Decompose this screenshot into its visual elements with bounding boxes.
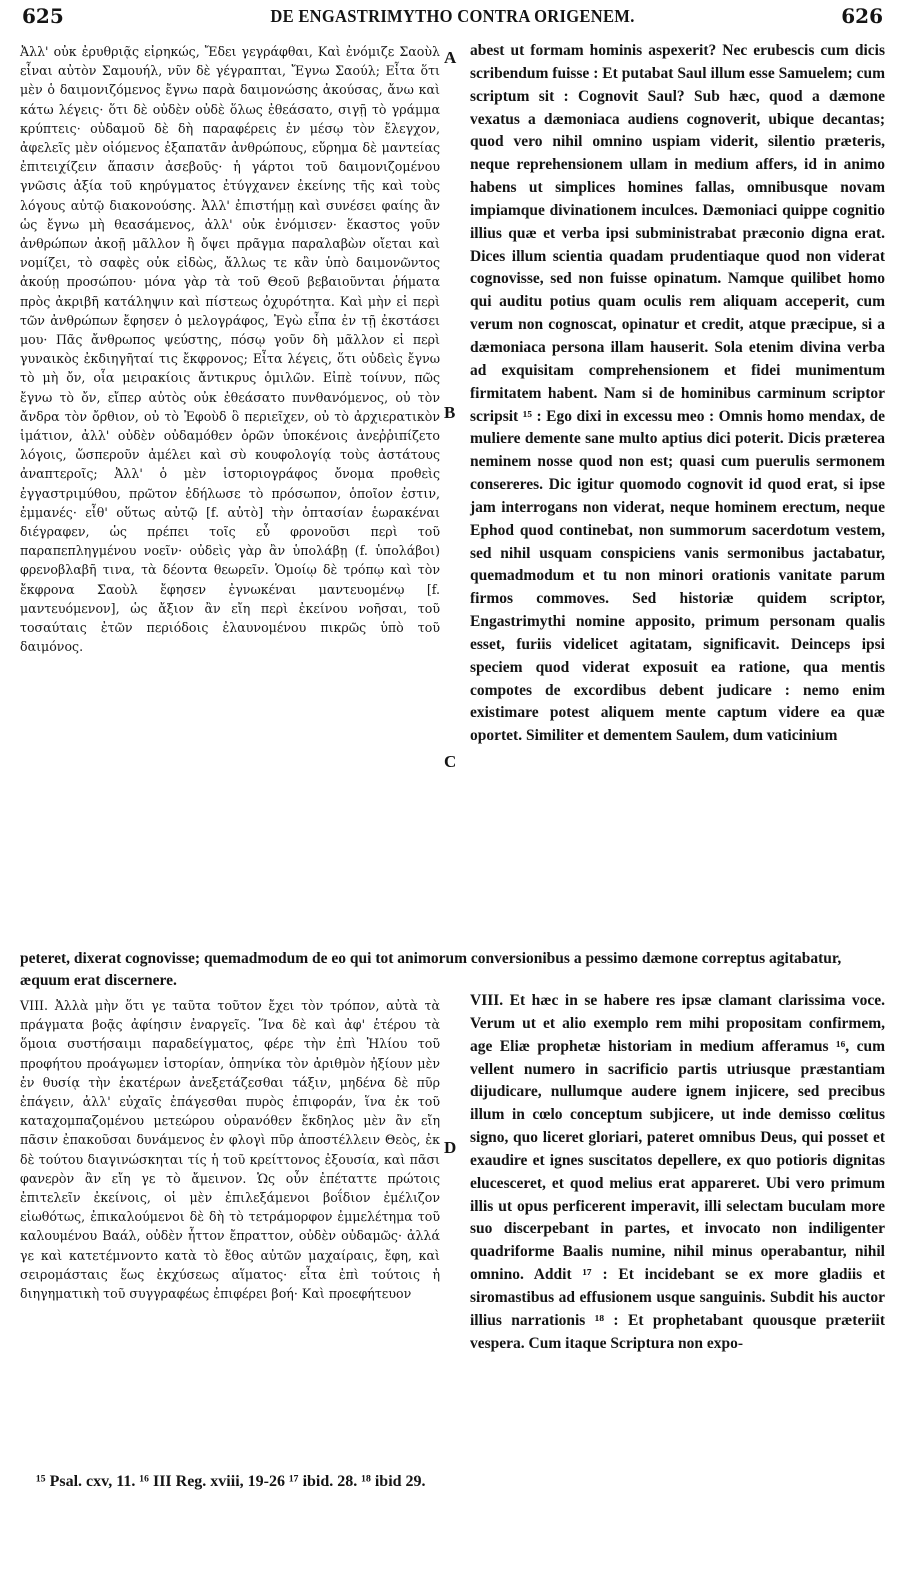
section-marker-a: A bbox=[444, 48, 457, 67]
greek-column-lower bbox=[20, 996, 440, 1471]
latin-paragraph-upper: abest ut formam hominis aspexerit? Nec erubescis cum dicis scribendum fuisse : Et putabat Saul illum esse Samuelem; cum scriptum sit : Cognovit Saul? Sub hæc, quod a dæmone vexatus a dæmoniaca audiens cognoverit, ubique decantas; quod vero nihil omnino uspiam viderit, silentio præteris, neque reprehensionem ullam in medium affers, id in animo habens ut simplices homines fallas, omnibusque novam impiamque divinationem inculces. Dæmoniaci quippe cognitio illius quæ et verba ipsi subministrabat præconio digna erat. Dices illum scientia quadam prudentiaque quod non viderat cognovisse, sed non fuisse opinatum. Namque quilibet homo qui auditu potius quam oculis rem aliquam acceperit, cum verum non cognoscat, opinatur et credit, atque præcipue, si a dæmoniaca persona illam hauserit. Sola etenim divina verba ad exquisitam comprehensionem et fidei munimentum firmitatem habent. Nam si de hominibus carminum scriptor scripsit ¹⁵ : Ego dixi in excessu meo : Omnis homo mendax, de muliere demente sane multo aptius dici poterit. Dicis præterea neminem nosse quod non est; quasi cum puerulis sermonem consereres. Dic igitur quomodo cognovit id quod erat, si ipse jam interrogans non viderat, neque hominem erectum, neque Ephod quod continebat, non summorum sacerdotum vestem, sed nihil usquam conspiciens vanis sermonibus jactabatur, quemadmodum et tu non minori orationis vanitate parum firmos commoves. Sed historiæ quidem scriptor, Engastrimythi nomine apposito, primum personam qualis esset, furiis videlicet agitatam, significavit. Deinceps ipsi speciem quod viderat exposuit ea ratione, qua mentis compotes de excordibus debent judicare : nemo enim existimare potest aliquem mente captum videre ea quæ oportet. Similiter et dementem Saulem, dum vaticinium bbox=[470, 42, 885, 745]
greek-paragraph-upper: Ἀλλ' οὐκ ἐρυθριᾷς εἰρηκώς, Ἔδει γεγράφθαι, Καὶ ἐνόμιζε Σαοὺλ εἶναι αὐτὸν Σαμουήλ, νῦν δὲ γέγραπται, Ἔγνω Σαούλ; Εἶτα ὅτι μὲν ὁ δαιμονιζόμενος ἔγνω παρὰ δαιμονώσης ἀκούσας, ἄνω καὶ κάτω λέγεις· ὅτι δὲ οὐδὲν οὐδὲ ὅλως ἐθεάσατο, σιγῇ τὸ γράμμα κρύπτεις· οὐδαμοῦ δὲ δὴ παραφέρεις ἐν μέσῳ τὸν ἔλεγχον, ἀφελεῖς μὲν οἰόμενος ἐξαπατᾶν ἀνθρώπους, εὕρημα δὲ μαντείας ἐπιτειχίζειν ἅπασιν ἀσεβοῦς· ἡ γάρτοι τοῦ δαιμονιζομένου γνῶσις ἀξία τοῦ κηρύγματος ἐτύγχανεν ἐκείνης τῆς καὶ τοὺς λόγους αὐτῷ διακονούσης. Ἀλλ' ἐπιστήμῃ καὶ συνέσει φαίης ἂν ὡς ἔγνω μὴ θεασάμενος, ἀλλ' οὐκ ἐνόμισεν· ἕκαστος γοῦν ἀνθρώπων ἀκοῇ μᾶλλον ἢ ὄψει πρᾶγμα παραλαβὼν οἴεται καὶ νομίζει, τὸ σαφὲς οὐκ εἰδὼς, ἄλλως τε κἂν ὑπὸ δαιμονῶντος ἀκούῃ προσώπου· μόνα γὰρ τὰ τοῦ Θεοῦ βεβαιοῦνται ῥήματα πρὸς ἀκριβῆ κατάληψιν καὶ πίστεως ὀχυρότητα. Καὶ μὴν εἰ περὶ τῶν ἀνθρώπων ἔφησεν ὁ μελογράφος, Ἐγὼ εἶπα ἐν τῇ ἐκστάσει μου· Πᾶς ἄνθρωπος ψεύστης, πόσῳ γοῦν δὴ μᾶλλον εἰ περὶ γυναικὸς ἐκδιηγῆταί τις ἔκφρονος; Εἶτα λέγεις, ὅτι οὐδεὶς ἔγνω τὸ μὴ ὄν, οἷα μειρακίοις ἄντικρυς ὁμιλῶν. Εἰπὲ τοίνυν, πῶς ἔγνω τὸ ὄν, εἴπερ αὐτὸς οὐκ ἐθεάσατο πυνθανόμενος, οὐ τὸν ἄνδρα τὸν ὄρθιον, οὐ τὸ Ἐφοὺδ ὃ περιεῖχεν, οὐ τὸ ἀρχιερατικὸν ἱμάτιον, ἀλλ' οὐδὲν οὐδαμόθεν ὁρῶν ὑποκένοις ἀνεῤῥιπίζετο λόγοις, ὥσπεροῦν ἀμέλει καὶ σὺ κουφολογίᾳ τοὺς ἀστάτους ἀναπτεροῖς; Ἀλλ' ὁ μὲν ἱστοριογράφος ὄνομα προθεὶς ἐγγαστριμύθου, πρῶτον ἐδήλωσε τὸ πρόσωπον, ὁποῖον ἐστιν, ἐμμανές· εἶθ' οὕτως αὐτῷ [f. αὐτὸ] τὴν ὀπτασίαν ἑωρακέναι διέγραφεν, ὡς πρέπει τοῖς εὖ φρονοῦσι περὶ τοῦ παραπεπληγμένου νοεῖν· οὐδεὶς γὰρ ἂν ὑπολάβῃ (f. ὑπολάβοι) φρενοβλαβῆ τινα, τὰ δέοντα θεωρεῖν. Ὁμοίῳ δὲ τρόπῳ καὶ τὸν ἔκφρονα Σαοὺλ ἔφησεν ἐγνωκέναι μαντευομένῳ [f. μαντευόμενον], ὡς ἄξιον ἂν εἴη περὶ ἐκείνου νοῆσαι, τοῦ τοσαύταις ἐτῶν περιόδοις ἐλαυνομένου πικρῶς ὑπὸ τοῦ δαιμόνος. bbox=[20, 44, 440, 655]
section-marker-b: B bbox=[444, 403, 456, 422]
page-number-right: 626 bbox=[841, 4, 883, 28]
latin-column-lower bbox=[470, 990, 885, 1470]
section-marker-c: C bbox=[444, 752, 457, 771]
section-marker-d: D bbox=[444, 1138, 457, 1157]
running-head bbox=[18, 4, 887, 40]
greek-paragraph-viii: VIII. Ἀλλὰ μὴν ὅτι γε ταῦτα τοῦτον ἔχει τὸν τρόπον, αὐτὰ τὰ πράγματα βοᾷς ἀφίησιν ἐναργεῖς. Ἵνα δὲ καὶ ἀφ' ἑτέρου τὰ ὅμοια συστήσαιμι παραδείγματος, φέρε τὴν ἐπὶ Ἡλίου τοῦ προφήτου προάγωμεν ἱστορίαν, ὁπηνίκα τὸν ἀριθμὸν ἠξίουν μὲν ἐν θυσίᾳ τὴν ἑκατέρων ἀνεξετάζεσθαι τάξιν, μηδένα δὲ πῦρ ἐπάγειν, ἀλλ' εὐχαῖς ἐπάγεσθαι πυρὸς ἐπιφοράν, ἵνα ἐκ τοῦ καταχομπαζομένου μετεώρου οὐρανόθεν ἔκδηλος μὲν ἂν εἴη πᾶσιν ἐπακοῦσαι δυνάμενος ἐν φλογὶ πῦρ ἀποστέλλειν Θεὸς, ἐκ δὲ τούτου διαγινώσκηται τίς ἡ τοῦ κρείττονος ἐξουσία, καὶ πᾶσι φανερὸν ἂν εἴη γε τὸ ἄμεινον. Ὡς οὖν ἐπέταττε πρώτοις ἐπιτελεῖν ἐκείνοις, οἱ μὲν ἐπιλεξάμενοι βοΐδιον ἐμέλιζον εἰωθότως, ἐπικαλούμενοι δὲ δὴ τὸ τετράμορφον ἐμμελέτημα τοῦ καλουμένου Βαάλ, οὐδὲν ἧττον ἔπραττον, οὐδὲν οὐδαμῶς· ἀλλά γε καὶ κατετέμνοντο κατὰ τὸ ἔθος αὐτῶν μαχαίραις, ἔφη, καὶ σειρομάσταις ἕως ἐκχύσεως αἵματος· εἶτα ἐπὶ τούτοις ἡ διηγηματικὴ τοῦ συγγραφέως ἐπιφέρει βοή· Καὶ προεφήτευον bbox=[20, 998, 440, 1302]
greek-column-upper bbox=[20, 42, 440, 954]
full-width-latin-line: peteret, dixerat cognovisse; quemadmodum de eo qui tot animorum conversionibus a pessimo dæmone correptus agitabatur, æquum erat discernere. bbox=[20, 950, 842, 990]
latin-paragraph-viii: VIII. Et hæc in se habere res ipsæ clamant clarissima voce. Verum ut et alio exemplo rem mihi propositam confirmem, age Eliæ prophetæ historiam in medium afferamus ¹⁶, cum vellent numero in sacrificio partis utriusque præstantiam dijudicare, nullumque audere ignem injicere, sed precibus illum in cœlo conceptum subjicere, ut inde demisso cœlitus signo, quo liceret gloriari, pateret omnibus Deus, qui posset et exaudire et ignes suscitatos depellere, ex quo potioris dignitas elucesceret, et quod melius erat appareret. Ubi vero primum illis ut opus perficerent imperavit, illi selectam buculam more suo discerpebant in partes, et invocato non indiligenter quadriforme Baalis numine, nihil minus operabantur, nihil omnino. Addit ¹⁷ : Et incidebant se ex more gladiis et siromastibus ad effusionem usque sanguinis. Subdit his auctor illius narrationis ¹⁸ : Et prophetabant quousque præteriit vespera. Cum itaque Scriptura non expo- bbox=[470, 992, 885, 1352]
footnotes: ¹⁵ Psal. cxv, 11. ¹⁶ III Reg. xviii, 19-26 ¹⁷ ibid. 28. ¹⁸ ibid 29. bbox=[36, 1473, 426, 1490]
latin-column-upper bbox=[470, 40, 885, 958]
page-number-left: 625 bbox=[22, 4, 64, 28]
running-title: DE ENGASTRIMYTHO CONTRA ORIGENEM. bbox=[270, 6, 635, 26]
